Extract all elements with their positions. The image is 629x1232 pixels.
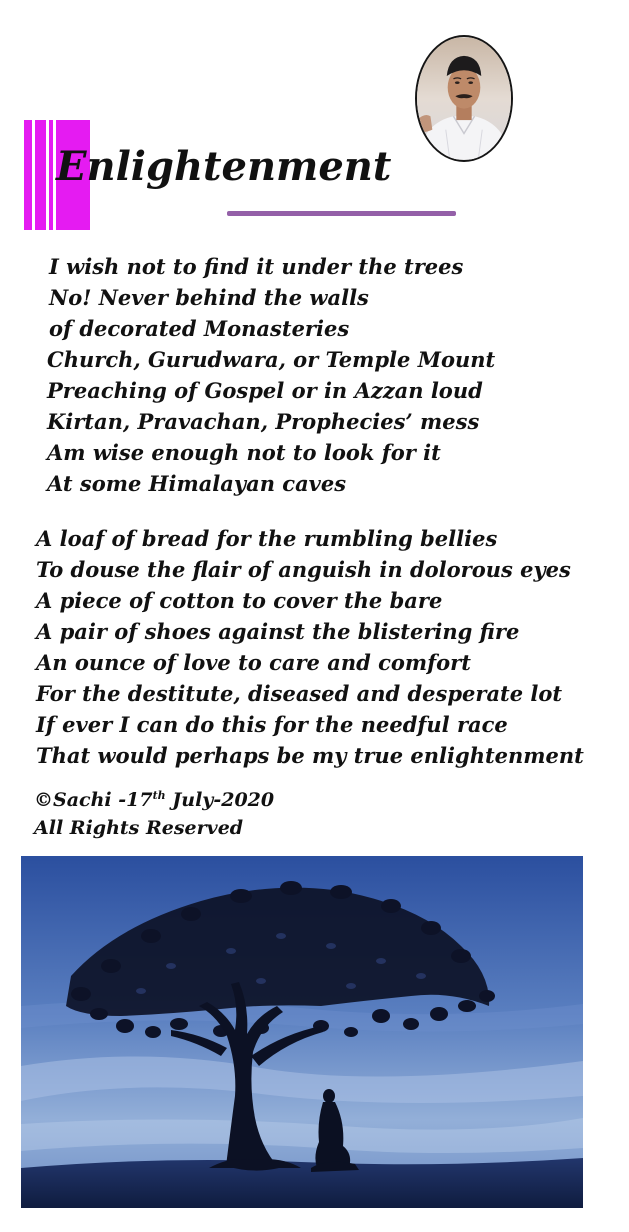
title-underline — [227, 211, 456, 216]
copyright-month-year: July-2020 — [165, 789, 275, 811]
stripe — [32, 120, 35, 230]
poem-line: Am wise enough not to look for it — [47, 440, 441, 465]
date-superscript: th — [152, 789, 166, 802]
copyright-block — [34, 786, 274, 842]
author-portrait-image — [417, 37, 511, 160]
copyright-author-date: ©Sachi -17 — [34, 789, 153, 811]
poem-stanza-2 — [36, 523, 584, 771]
rights-line: All Rights Reserved — [34, 817, 244, 839]
page-title — [56, 143, 392, 190]
poem-line: For the destitute, diseased and desperate lot — [36, 681, 563, 706]
poem-line: of decorated Monasteries — [49, 316, 350, 341]
poem-line: To douse the flair of anguish in dolorous eyes — [36, 557, 571, 582]
title-initial: E — [56, 143, 87, 190]
poem-line: An ounce of love to care and comfort — [36, 650, 471, 675]
poem-line: A loaf of bread for the rumbling bellies — [36, 526, 498, 551]
painting-image — [21, 856, 583, 1208]
poem-line: That would perhaps be my true enlightenment — [36, 743, 584, 768]
copyright-line — [34, 786, 274, 814]
poem-line: Church, Gurudwara, or Temple Mount — [47, 347, 496, 372]
poem-line: If ever I can do this for the needful race — [36, 712, 508, 737]
poem-line: Kirtan, Pravachan, Prophecies’ mess — [47, 409, 480, 434]
poem-line: A pair of shoes against the blistering fire — [36, 619, 520, 644]
poem-line: I wish not to find it under the trees — [49, 254, 464, 279]
poem-line: At some Himalayan caves — [47, 471, 347, 496]
title-rest: nlightenment — [86, 143, 392, 190]
poem-stanza-1 — [49, 251, 495, 499]
stripe — [46, 120, 49, 230]
poem-line: Preaching of Gospel or in Azzan loud — [47, 378, 483, 403]
author-portrait — [415, 35, 513, 162]
poem-line: A piece of cotton to cover the bare — [36, 588, 443, 613]
tree-meditation-painting — [21, 856, 583, 1208]
poem-line: No! Never behind the walls — [49, 285, 369, 310]
